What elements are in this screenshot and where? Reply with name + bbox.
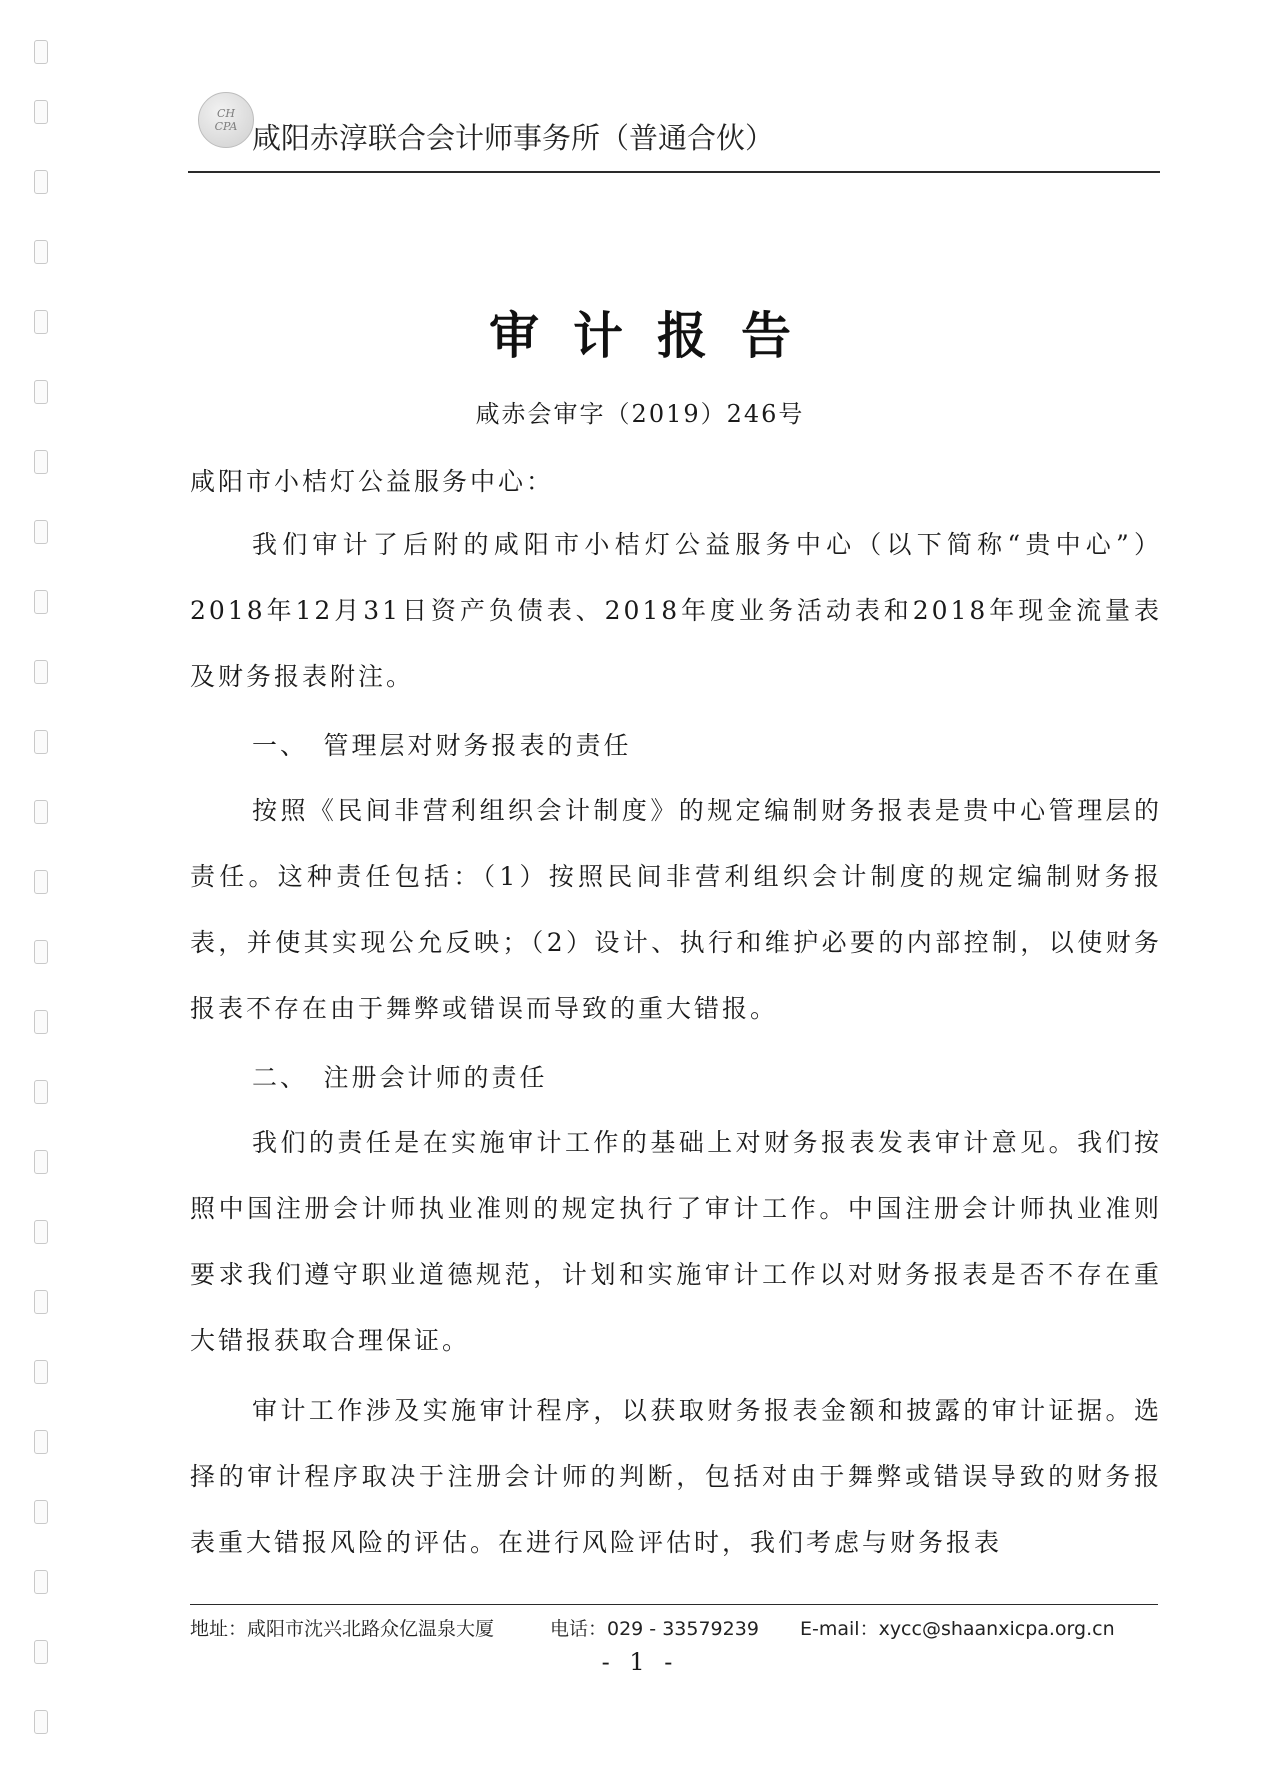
binding-hole: [34, 940, 48, 964]
binding-hole: [34, 800, 48, 824]
binding-hole: [34, 240, 48, 264]
binding-hole: [34, 1010, 48, 1034]
firm-logo: [198, 92, 254, 148]
binding-hole: [34, 1290, 48, 1314]
section-heading-auditor: 二、 注册会计师的责任: [252, 1063, 548, 1092]
footer-divider: [190, 1604, 1158, 1605]
logo-text-top: CH: [216, 107, 235, 120]
binding-hole: [34, 1430, 48, 1454]
binding-hole: [34, 450, 48, 474]
addressee: 咸阳市小桔灯公益服务中心：: [190, 467, 555, 496]
footer-email: E-mail：xycc@shaanxicpa.org.cn: [800, 1618, 1115, 1640]
header-divider: [188, 171, 1160, 173]
section-heading-management: 一、 管理层对财务报表的责任: [252, 731, 632, 760]
firm-name: 咸阳赤淳联合会计师事务所（普通合伙）: [252, 121, 775, 155]
footer-phone: 电话：029 - 33579239: [550, 1618, 759, 1640]
footer-address: 地址：咸阳市沈兴北路众亿温泉大厦: [190, 1618, 495, 1640]
auditor-responsibility-paragraph: 我们的责任是在实施审计工作的基础上对财务报表发表审计意见。我们按照中国注册会计师执业准则的规定执行了审计工作。中国注册会计师执业准则要求我们遵守职业道德规范，计划和实施审计工作以对财务报表是否不存在重大错报获取合理保证。: [190, 1128, 1162, 1355]
binding-hole: [34, 1360, 48, 1384]
reference-number: 咸赤会审字（2019）246号: [475, 400, 805, 428]
management-responsibility-paragraph: 按照《民间非营利组织会计制度》的规定编制财务报表是贵中心管理层的责任。这种责任包括：（1）按照民间非营利组织会计制度的规定编制财务报表，并使其实现公允反映；（2）设计、执行和维护必要的内部控制，以使财务报表不存在由于舞弊或错误而导致的重大错报。: [190, 796, 1162, 1023]
binding-hole: [34, 1710, 48, 1734]
binding-hole: [34, 170, 48, 194]
binding-hole: [34, 1080, 48, 1104]
intro-paragraph: 我们审计了后附的咸阳市小桔灯公益服务中心（以下简称“贵中心”）2018年12月31日资产负债表、2018年度业务活动表和2018年现金流量表及财务报表附注。: [190, 530, 1162, 691]
binding-hole: [34, 730, 48, 754]
binding-hole: [34, 1220, 48, 1244]
binding-hole: [34, 40, 48, 64]
binding-hole: [34, 520, 48, 544]
report-title: 审计报告: [489, 306, 825, 365]
binding-holes: [28, 0, 58, 1773]
audit-procedures-paragraph: 审计工作涉及实施审计程序，以获取财务报表金额和披露的审计证据。选择的审计程序取决于注册会计师的判断，包括对由于舞弊或错误导致的财务报表重大错报风险的评估。在进行风险评估时，我们考虑与财务报表: [190, 1396, 1162, 1557]
binding-hole: [34, 1500, 48, 1524]
binding-hole: [34, 870, 48, 894]
binding-hole: [34, 1570, 48, 1594]
binding-hole: [34, 1150, 48, 1174]
binding-hole: [34, 590, 48, 614]
letterhead: [188, 86, 1160, 178]
logo-text-bottom: CPA: [214, 120, 238, 133]
binding-hole: [34, 660, 48, 684]
binding-hole: [34, 100, 48, 124]
page-number: - 1 -: [601, 1648, 679, 1676]
